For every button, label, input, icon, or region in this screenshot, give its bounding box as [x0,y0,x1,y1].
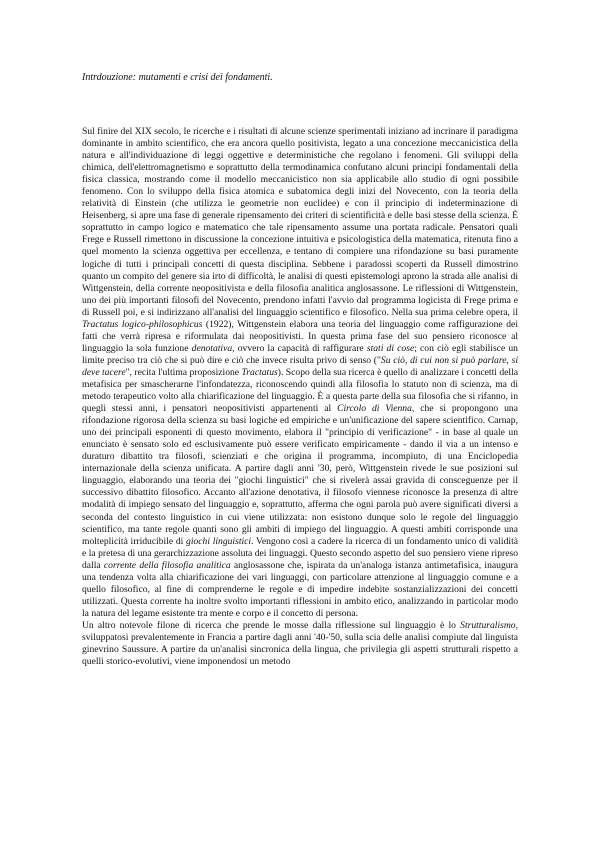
text-run: ", recita l'ultima proposizione [125,366,242,378]
text-run-italic: Tractatus logico-philosophicus [82,318,203,330]
text-run-italic: Su ciò, di cui non si può parlare, si deve tacere [82,354,518,378]
text-run-italic: denotativa [191,342,233,354]
text-run: , ovvero la capacità di raffigurare [232,342,367,354]
text-run: ). Scopo della sua ricerca è quello di analizzare i concetti della metafisica per smascherarne l'infondatezza, riconoscendo quindi alla filosofia lo statuto non di scienza, ma di metodo terapeutico volto alla chiarificazione del linguaggio. È a questa parte della sua filosofia che si rifanno, in quegli stessi anni, i pensatori neopositivisti appartenenti al [82,366,518,415]
paragraph-1 [82,126,518,620]
text-run-italic: Strutturalismo [460,619,516,631]
text-run-italic: Circolo di Vienna [337,403,412,415]
text-run: Un altro notevole filone di ricerca che prende le mosse dalla riflessione sul linguaggio è lo [82,619,461,631]
text-run: ; con ciò egli stabilisce un limite preciso tra ciò che si può dire e ciò che invece risulta privo di senso (" [82,342,518,366]
body-text [82,126,518,668]
text-run-italic: corrente della filosofia analitica [103,559,231,571]
text-run: , che si propongono una rifondazione rigorosa della scienza su basi logiche ed empiriche e un'unificazione del sapere scientifico. Carnap, uno dei principali esponenti di questo movimento, elabora il "principio di verificazione" - in base al quale un enunciato è sensato solo ed esclusivamente può essere verificato empiricamente - dando il via a un intenso e duraturo dibattito tra filosofi, scienziati e che origina il programma, incompiuto, di una Enciclopedia internazionale della scienza unificata. A partire dagli anni '30, però, Wittgenstein rivede le sue posizioni sul linguaggio, elaborando una teoria dei "giochi linguistici" che si rivelerà assai gravida di consceguenze per il successivo dibattito filosofico. Accanto all'azione denotativa, il filosofo viennese riconosce la presenza di altre modalità di impiego sensato del linguaggio e, soprattutto, afferma che ogni parola può avere significati diversi a seconda del contesto linguistico in cui viene utilizzata: non esistono dunque solo le regole del linguaggio scientifico, ma tante regole quanti sono gli ambiti di impiego del linguaggio. A questi ambiti corrisponde una molteplicità irriducibile di [82,403,518,547]
text-run: . Vengono così a cadere la ricerca di un fondamento unico di validità e la pretesa di una gerarchizzazione assoluta dei linguaggi. Questo secondo aspetto del suo pensiero viene ripreso dalla [82,535,518,571]
text-run-italic: Tractatus [241,366,278,378]
text-run-italic: giochi linguistici [186,535,252,547]
section-heading: Intrdouzione: mutamenti e crisi dei fondamenti. [82,72,273,83]
text-run: anglosassone che, ispirata da un'analoga istanza antimetafisica, inaugura una tendenza volta alla chiarificazione dei vari linguaggi, con particolare attenzione al linguaggio comune e a quello filosofico, al fine di comprenderne le regole e di impedire indebite sostanzializzazioni dei concetti utilizzati. Questa corrente ha inoltre svolto importanti riflessioni in ambito etico, analizzando in particolar modo la natura del legame esistente tra mente e corpo e il concetto di persona. [82,559,518,619]
text-run: , sviluppatosi prevalentemente in Francia a partire dagli anni '40-'50, sulla scia delle analisi compiute dal linguista ginevrino Saussure. A partire da un'analisi sincronica della lingua, che privilegia gli aspetti strutturali rispetto a quelli storico-evolutivi, viene imponendosi un metodo [82,619,518,668]
text-run: (1922), Wittgenstein elabora una teoria del linguaggio come raffigurazione dei fatti che verrà ripresa e riformulata dai neopositivisti. In questa prima fase del suo pensiero riconosce al linguaggio la sola funzione [82,318,518,354]
text-run-italic: stati di cose [366,342,415,354]
paragraph-2 [82,620,518,668]
text-run: Sul finire del XIX secolo, le ricerche e i risultati di alcune scienze sperimentali iniziano ad incrinare il paradigma dominante in ambito scientifico, che era ancora quello positivista, legato a una concezione meccanicistica della natura e all'individuazione di leggi oggettive e deterministiche che regolano i fenomeni. Gli sviluppi della chimica, dell'elettromagnetismo e soprattutto della termodinamica confutano alcuni principi fondamentali della fisica classica, mostrando come il modello meccanicistico non sia applicabile allo studio di ogni possibile fenomeno. Con lo sviluppo della fisica atomica e subatomica degli inizi del Novecento, con la teoria della relatività di Einstein (che utilizza le geometrie non euclidee) e con il principio di indeterminazione di Heisenberg, si apre una fase di generale ripensamento dei criteri di scientificità e delle basi stesse della scienza. È soprattutto in campo logico e matematico che tale ripensamento assume una portata radicale. Pensatori quali Frege e Russell rimettono in discussione la concezione intuitiva e psicologistica della matematica, ritenuta fino a quel momento la scienza oggettiva per eccellenza, e tentano di compiere una rifondazione su basi puramente logiche di tutti i principali concetti di questa disciplina. Sebbene i paradossi scoperti da Russell dimostrino quanto un compito del genere sia irto di difficoltà, le analisi di questi epistemologi aprono la strada alle analisi di Wittgenstein, della corrente neopositivista e della filosofia analitica anglosassone. Le riflessioni di Wittgenstein, uno dei più importanti filosofi del Novecento, prendono infatti l'avvio dal programma logicista di Frege prima e di Russell poi, e si indirizzano all'analisi del linguaggio scientifico e filosofico. Nella sua prima celebre opera, il [82,126,518,318]
